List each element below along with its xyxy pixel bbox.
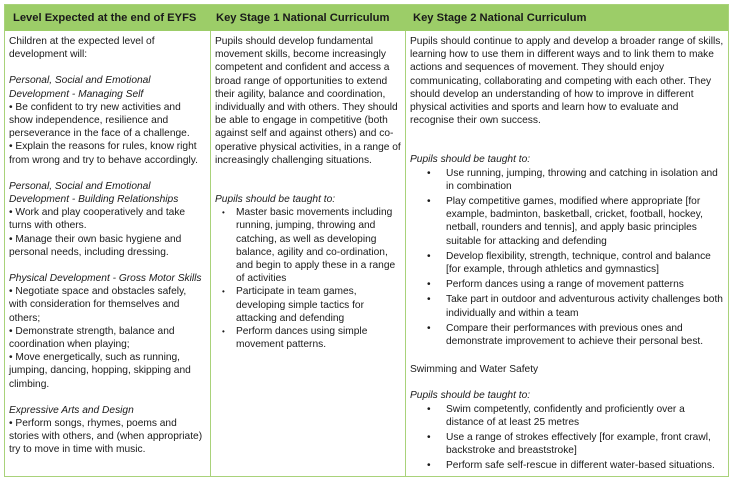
ks1-taught-label: Pupils should be taught to:: [215, 194, 336, 206]
eyfs-section-title: Physical Development - Gross Motor Skills: [9, 273, 202, 285]
bullet-icon: •: [427, 250, 431, 262]
eyfs-item: • Manage their own basic hygiene and personal needs, including dressing.: [9, 233, 182, 258]
ks2-intro: Pupils should continue to apply and develop a broader range of skills, learning how to use them in different ways and to link them to make actions and sequences of movement. They should enjoy communicating, collaborating and competing with each other. They should develop an understanding of how to improve in different physical activities and sports and learn how to evaluate and recognise their own success.: [410, 36, 724, 127]
ks1-column: [210, 31, 405, 476]
list-item: • Participate in team games, developing simple tactics for attacking and defending: [222, 286, 364, 324]
swimming-title: Swimming and Water Safety: [410, 364, 539, 376]
eyfs-item: • Be confident to try new activities and show independence, resilience and perseverance in the face of a challenge.: [9, 101, 190, 140]
bullet-icon: •: [222, 327, 225, 337]
list-item: • Play competitive games, modified where appropriate [for example, badminton, basketball, cricket, football, hockey, netball, rounders and tennis], and apply basic principles suitable for attacking and defending: [427, 196, 703, 247]
eyfs-item: • Explain the reasons for rules, know right from wrong and try to behave accordingly.: [9, 141, 198, 166]
list-item: • Master basic movements including running, jumping, throwing and catching, as well as developing balance, agility and co-ordination, and begin to apply these in a range of activities: [222, 207, 396, 285]
bullet-icon: •: [427, 403, 431, 415]
header-eyfs: Level Expected at the end of EYFS: [13, 12, 197, 24]
bullet-icon: •: [427, 279, 431, 291]
list-item: • Use a range of strokes effectively [for example, front crawl, backstroke and breaststroke]: [427, 432, 711, 457]
eyfs-section-title: Personal, Social and Emotional Development - Managing Self: [9, 75, 151, 100]
bullet-icon: •: [427, 196, 431, 208]
swimming-taught-label: Pupils should be taught to:: [410, 390, 531, 402]
eyfs-item: • Work and play cooperatively and take turns with others.: [9, 207, 186, 232]
eyfs-intro: Children at the expected level of development will:: [9, 36, 155, 61]
bullet-icon: •: [222, 287, 225, 297]
ks2-column: [405, 31, 728, 476]
bullet-icon: •: [427, 167, 431, 179]
ks2-taught-label: Pupils should be taught to:: [410, 154, 531, 166]
curriculum-table: [4, 4, 729, 477]
eyfs-column: [5, 31, 210, 476]
list-item: • Perform dances using a range of movement patterns: [427, 279, 684, 291]
header-ks1: Key Stage 1 National Curriculum: [216, 12, 390, 24]
eyfs-item: • Negotiate space and obstacles safely, with consideration for themselves and others;: [9, 286, 187, 324]
bullet-icon: •: [427, 322, 431, 334]
ks1-intro: Pupils should develop fundamental movement skills, become increasingly competent and confident and access a broad range of opportunities to extend their agility, balance and coordination, individually and with others. They should be able to engage in competitive (both against self and against others) and co-operative physical activities, in a range of increasingly challenging situations.: [215, 36, 401, 166]
list-item: • Develop flexibility, strength, technique, control and balance [for example, through athletics and gymnastics]: [427, 250, 711, 276]
eyfs-section-title: Expressive Arts and Design: [9, 404, 134, 416]
list-item: • Compare their performances with previous ones and demonstrate improvement to achieve their personal best.: [427, 322, 704, 348]
list-item: • Perform safe self-rescue in different water-based situations.: [427, 460, 715, 472]
ks1-list: [215, 206, 402, 351]
bullet-icon: •: [427, 294, 431, 306]
header-ks2: Key Stage 2 National Curriculum: [413, 12, 587, 24]
list-item: • Take part in outdoor and adventurous activity challenges both individually and within a team: [427, 294, 723, 319]
list-item: • Perform dances using simple movement patterns.: [222, 326, 368, 351]
eyfs-item: • Move energetically, such as running, jumping, dancing, hopping, skipping and climbing.: [9, 352, 191, 390]
swimming-list: [410, 403, 725, 473]
bullet-icon: •: [427, 460, 431, 472]
bullet-icon: •: [427, 432, 431, 444]
eyfs-item: • Perform songs, rhymes, poems and stories with others, and (when appropriate) try to move in time with music.: [9, 418, 203, 456]
table-header-row: [5, 5, 728, 31]
list-item: • Swim competently, confidently and proficiently over a distance of at least 25 metres: [427, 403, 685, 428]
eyfs-section-title: Personal, Social and Emotional Development - Building Relationships: [9, 180, 179, 206]
ks2-list: [410, 167, 725, 349]
list-item: • Use running, jumping, throwing and catching in isolation and in combination: [427, 167, 718, 192]
bullet-icon: •: [222, 208, 225, 218]
eyfs-item: • Demonstrate strength, balance and coordination when playing;: [9, 325, 175, 351]
